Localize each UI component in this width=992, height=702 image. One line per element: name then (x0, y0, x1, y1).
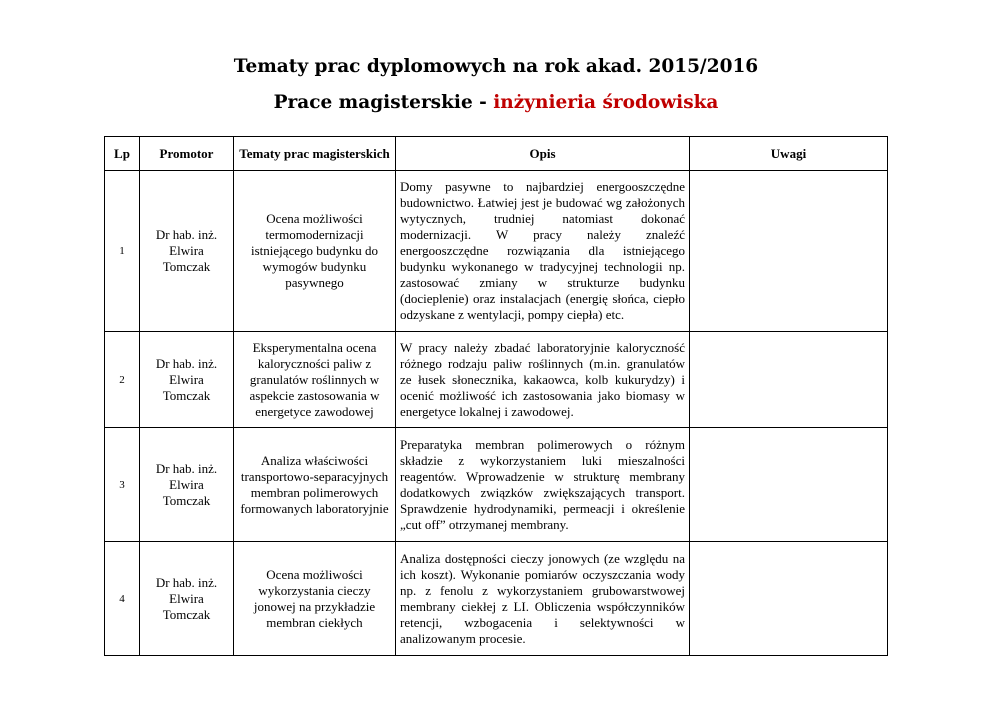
header-topic: Tematy prac magisterskich (234, 137, 396, 171)
cell-promotor: Dr hab. inż. Elwira Tomczak (140, 171, 234, 332)
cell-uwagi (690, 542, 888, 656)
theses-table (104, 136, 888, 656)
cell-lp: 3 (105, 428, 140, 542)
cell-topic: Ocena możliwości wykorzystania cieczy jonowej na przykładzie membran ciekłych (234, 542, 396, 656)
cell-lp: 4 (105, 542, 140, 656)
cell-opis: Analiza dostępności cieczy jonowych (ze względu na ich koszt). Wykonanie pomiarów oczyszczania wody np. z fenolu z wykorzystaniem grubowarstwowej membrany ciekłej z LI. Obliczenia współczynników retencji, wzbogacenia i selektywności w analizowanym procesie. (396, 542, 690, 656)
cell-uwagi (690, 428, 888, 542)
table-header-row (105, 137, 888, 171)
table-row (105, 428, 888, 542)
header-lp: Lp (105, 137, 140, 171)
table-row (105, 171, 888, 332)
table-row (105, 542, 888, 656)
cell-opis: Domy pasywne to najbardziej energooszczędne budownictwo. Łatwiej jest je budować wg założonych wytycznych, trudniej natomiast dokonać modernizacji. W pracy należy znaleźć energooszczędne rozwiązania dla istniejącego budynku wykonanego w tradycyjnej technologii np. zastosować zmiany w strukturze budynku (docieplenie) oraz instalacjach (energię słońca, ciepło odzyskane z wentylacji, pompy ciepła) etc. (396, 171, 690, 332)
cell-uwagi (690, 332, 888, 428)
cell-lp: 1 (105, 171, 140, 332)
header-promotor: Promotor (140, 137, 234, 171)
cell-uwagi (690, 171, 888, 332)
cell-promotor: Dr hab. inż. Elwira Tomczak (140, 332, 234, 428)
subtitle-accent: inżynieria środowiska (493, 92, 719, 113)
table-row (105, 332, 888, 428)
cell-opis: W pracy należy zbadać laboratoryjnie kaloryczność różnego rodzaju paliw roślinnych (m.in. granulatów ze łusek słonecznika, kakaowca, kolb kukurydzy) i ocenić możliwość ich zastosowania jako biomasy w energetyce lokalnej i zawodowej. (396, 332, 690, 428)
header-uwagi: Uwagi (690, 137, 888, 171)
cell-topic: Eksperymentalna ocena kaloryczności paliw z granulatów roślinnych w aspekcie zastosowania w energetyce zawodowej (234, 332, 396, 428)
cell-opis: Preparatyka membran polimerowych o różnym składzie z wykorzystaniem luki mieszalności reagentów. Wprowadzenie w strukturę membrany dodatkowych związków zwiększających transport. Sprawdzenie hydrodynamiki, permeacji i określenie „cut off” otrzymanej membrany. (396, 428, 690, 542)
cell-topic: Analiza właściwości transportowo-separacyjnych membran polimerowych formowanych laboratoryjnie (234, 428, 396, 542)
cell-promotor: Dr hab. inż. Elwira Tomczak (140, 542, 234, 656)
cell-lp: 2 (105, 332, 140, 428)
cell-promotor: Dr hab. inż. Elwira Tomczak (140, 428, 234, 542)
subtitle-prefix: Prace magisterskie - (273, 92, 494, 113)
header-opis: Opis (396, 137, 690, 171)
cell-topic: Ocena możliwości termomodernizacji istniejącego budynku do wymogów budynku pasywnego (234, 171, 396, 332)
document-subtitle (0, 92, 992, 113)
document-title: Tematy prac dyplomowych na rok akad. 2015/2016 (233, 56, 759, 77)
